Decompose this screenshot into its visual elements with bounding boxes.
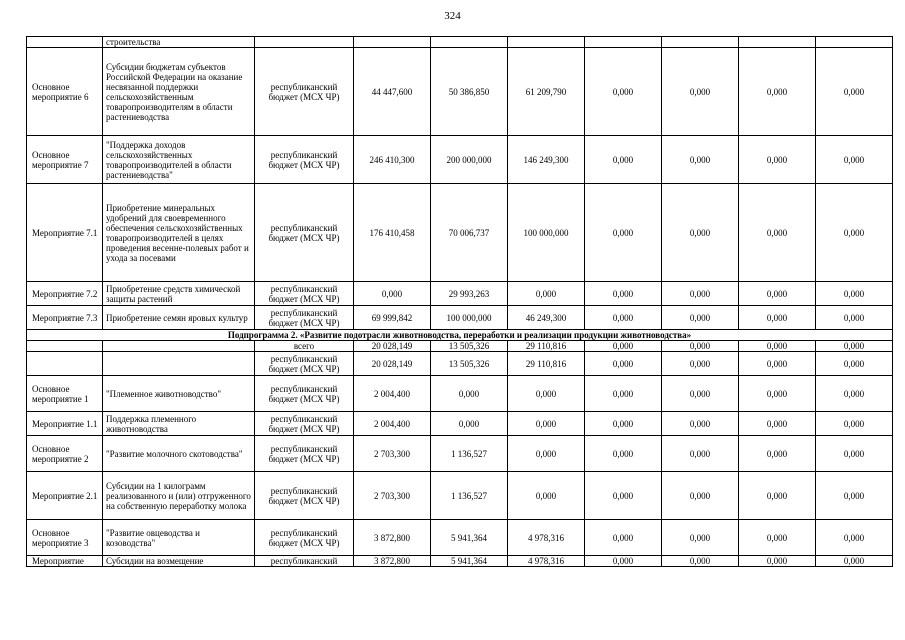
amount-cell: 13 505,326 <box>431 352 508 376</box>
amount-cell: 0,000 <box>585 352 662 376</box>
measure-cell: Мероприятие <box>27 556 103 567</box>
funding-source-cell: республиканский бюджет (МСХ ЧР) <box>255 436 354 472</box>
amount-cell: 0,000 <box>816 472 893 520</box>
table-row <box>27 412 893 436</box>
amount-cell: 3 872,800 <box>354 520 431 556</box>
amount-cell: 4 978,316 <box>508 520 585 556</box>
funding-source-cell: республиканский бюджет (МСХ ЧР) <box>255 184 354 282</box>
amount-cell: 46 249,300 <box>508 306 585 330</box>
funding-source-cell: республиканский бюджет (МСХ ЧР) <box>255 520 354 556</box>
description-cell: Субсидии на возмещение <box>103 556 255 567</box>
amount-cell: 2 004,400 <box>354 376 431 412</box>
amount-cell: 100 000,000 <box>431 306 508 330</box>
amount-cell: 0,000 <box>739 136 816 184</box>
description-cell <box>103 352 255 376</box>
amount-cell: 0,000 <box>816 556 893 567</box>
amount-cell: 29 993,263 <box>431 282 508 306</box>
amount-cell: 0,000 <box>585 48 662 136</box>
table-row <box>27 556 893 567</box>
funding-source-cell: республиканский бюджет (МСХ ЧР) <box>255 282 354 306</box>
amount-cell: 0,000 <box>816 412 893 436</box>
amount-cell: 0,000 <box>662 412 739 436</box>
amount-cell: 0,000 <box>508 412 585 436</box>
funding-source-cell: республиканский бюджет (МСХ ЧР) <box>255 412 354 436</box>
amount-cell: 2 703,300 <box>354 472 431 520</box>
description-cell: "Племенное животноводство" <box>103 376 255 412</box>
funding-source-cell: республиканский бюджет (МСХ ЧР) <box>255 136 354 184</box>
measure-cell: Мероприятие 2.1 <box>27 472 103 520</box>
amount-cell: 0,000 <box>585 520 662 556</box>
table-row <box>27 352 893 376</box>
measure-cell <box>27 37 103 48</box>
table-row <box>27 436 893 472</box>
amount-cell <box>585 37 662 48</box>
measure-cell: Основное мероприятие 6 <box>27 48 103 136</box>
amount-cell: 0,000 <box>508 282 585 306</box>
description-cell: строительства <box>103 37 255 48</box>
description-cell: Приобретение семян яровых культур <box>103 306 255 330</box>
measure-cell: Мероприятие 1.1 <box>27 412 103 436</box>
funding-source-cell: республиканский бюджет (МСХ ЧР) <box>255 376 354 412</box>
amount-cell: 0,000 <box>585 341 662 352</box>
funding-source-cell: всего <box>255 341 354 352</box>
amount-cell: 0,000 <box>816 436 893 472</box>
amount-cell: 1 136,527 <box>431 472 508 520</box>
amount-cell: 0,000 <box>508 376 585 412</box>
description-cell: "Поддержка доходов сельскохозяйственных товаропроизводителей в области растениеводства" <box>103 136 255 184</box>
measure-cell: Основное мероприятие 1 <box>27 376 103 412</box>
amount-cell: 0,000 <box>585 472 662 520</box>
amount-cell: 1 136,527 <box>431 436 508 472</box>
amount-cell: 0,000 <box>585 306 662 330</box>
amount-cell: 0,000 <box>585 436 662 472</box>
amount-cell: 0,000 <box>585 136 662 184</box>
amount-cell: 44 447,600 <box>354 48 431 136</box>
table-row <box>27 282 893 306</box>
amount-cell: 0,000 <box>662 352 739 376</box>
amount-cell: 20 028,149 <box>354 352 431 376</box>
amount-cell: 0,000 <box>816 352 893 376</box>
amount-cell: 246 410,300 <box>354 136 431 184</box>
amount-cell: 0,000 <box>662 48 739 136</box>
amount-cell: 3 872,800 <box>354 556 431 567</box>
amount-cell: 0,000 <box>662 136 739 184</box>
amount-cell: 0,000 <box>816 520 893 556</box>
amount-cell <box>354 37 431 48</box>
amount-cell: 13 505,326 <box>431 341 508 352</box>
amount-cell: 69 999,842 <box>354 306 431 330</box>
amount-cell: 0,000 <box>354 282 431 306</box>
amount-cell: 0,000 <box>816 48 893 136</box>
description-cell: Субсидии на 1 килограмм реализованного и (или) отгруженного на собственную переработку молока <box>103 472 255 520</box>
measure-cell: Основное мероприятие 2 <box>27 436 103 472</box>
table-row <box>27 341 893 352</box>
description-cell <box>103 341 255 352</box>
description-cell: Приобретение средств химической защиты растений <box>103 282 255 306</box>
amount-cell: 0,000 <box>585 376 662 412</box>
amount-cell: 29 110,816 <box>508 352 585 376</box>
description-cell: Субсидии бюджетам субъектов Российской Федерации на оказание несвязанной поддержки сельскохозяйственным товаропроизводителям в области растениеводства <box>103 48 255 136</box>
amount-cell: 0,000 <box>431 412 508 436</box>
amount-cell: 0,000 <box>431 376 508 412</box>
subprogram-title: Подпрограмма 2. «Развитие подотрасли животноводства, переработки и реализации продукции животноводства» <box>27 330 893 341</box>
amount-cell <box>508 37 585 48</box>
table-row <box>27 136 893 184</box>
measure-cell <box>27 341 103 352</box>
amount-cell: 0,000 <box>739 472 816 520</box>
amount-cell: 0,000 <box>662 282 739 306</box>
amount-cell <box>816 37 893 48</box>
measure-cell: Мероприятие 7.1 <box>27 184 103 282</box>
table-row <box>27 184 893 282</box>
amount-cell: 0,000 <box>816 376 893 412</box>
amount-cell: 176 410,458 <box>354 184 431 282</box>
amount-cell: 5 941,364 <box>431 556 508 567</box>
table-row <box>27 48 893 136</box>
amount-cell: 0,000 <box>585 412 662 436</box>
amount-cell: 0,000 <box>585 556 662 567</box>
amount-cell: 0,000 <box>816 282 893 306</box>
description-cell: Приобретение минеральных удобрений для своевременного обеспечения сельскохозяйственных товаропроизводителей в целях проведения весенне-полевых работ и ухода за посевами <box>103 184 255 282</box>
amount-cell: 4 978,316 <box>508 556 585 567</box>
amount-cell: 0,000 <box>508 472 585 520</box>
amount-cell: 0,000 <box>739 306 816 330</box>
amount-cell: 50 386,850 <box>431 48 508 136</box>
amount-cell <box>431 37 508 48</box>
amount-cell: 100 000,000 <box>508 184 585 282</box>
amount-cell: 0,000 <box>816 136 893 184</box>
amount-cell: 0,000 <box>662 341 739 352</box>
amount-cell: 0,000 <box>739 376 816 412</box>
amount-cell: 20 028,149 <box>354 341 431 352</box>
amount-cell: 0,000 <box>662 520 739 556</box>
amount-cell: 0,000 <box>816 306 893 330</box>
measure-cell: Основное мероприятие 3 <box>27 520 103 556</box>
funding-source-cell <box>255 37 354 48</box>
amount-cell: 2 703,300 <box>354 436 431 472</box>
amount-cell: 0,000 <box>816 184 893 282</box>
amount-cell: 0,000 <box>585 282 662 306</box>
amount-cell: 0,000 <box>662 436 739 472</box>
description-cell: "Развитие молочного скотоводства" <box>103 436 255 472</box>
funding-source-cell: республиканский бюджет (МСХ ЧР) <box>255 352 354 376</box>
amount-cell: 0,000 <box>816 341 893 352</box>
amount-cell: 0,000 <box>739 282 816 306</box>
amount-cell: 70 006,737 <box>431 184 508 282</box>
table-row <box>27 376 893 412</box>
amount-cell: 61 209,790 <box>508 48 585 136</box>
page-number: 324 <box>444 10 461 22</box>
table-row <box>27 37 893 48</box>
subprogram-header-row <box>27 330 893 341</box>
amount-cell: 0,000 <box>739 556 816 567</box>
amount-cell: 2 004,400 <box>354 412 431 436</box>
amount-cell: 0,000 <box>585 184 662 282</box>
table-row <box>27 520 893 556</box>
measure-cell <box>27 352 103 376</box>
budget-table <box>26 36 893 567</box>
measure-cell: Мероприятие 7.3 <box>27 306 103 330</box>
amount-cell: 0,000 <box>662 376 739 412</box>
measure-cell: Основное мероприятие 7 <box>27 136 103 184</box>
amount-cell: 0,000 <box>662 306 739 330</box>
amount-cell <box>662 37 739 48</box>
description-cell: Поддержка племенного животноводства <box>103 412 255 436</box>
amount-cell: 0,000 <box>739 436 816 472</box>
amount-cell: 0,000 <box>508 436 585 472</box>
description-cell: "Развитие овцеводства и козоводства" <box>103 520 255 556</box>
amount-cell: 200 000,000 <box>431 136 508 184</box>
funding-source-cell: республиканский бюджет (МСХ ЧР) <box>255 48 354 136</box>
amount-cell: 0,000 <box>739 352 816 376</box>
measure-cell: Мероприятие 7.2 <box>27 282 103 306</box>
funding-source-cell: республиканский бюджет (МСХ ЧР) <box>255 472 354 520</box>
amount-cell: 0,000 <box>662 556 739 567</box>
funding-source-cell: республиканский <box>255 556 354 567</box>
amount-cell: 5 941,364 <box>431 520 508 556</box>
amount-cell: 0,000 <box>739 520 816 556</box>
funding-source-cell: республиканский бюджет (МСХ ЧР) <box>255 306 354 330</box>
amount-cell: 0,000 <box>739 48 816 136</box>
amount-cell: 0,000 <box>662 184 739 282</box>
amount-cell: 0,000 <box>739 412 816 436</box>
table-row <box>27 306 893 330</box>
amount-cell: 29 110,816 <box>508 341 585 352</box>
table-row <box>27 472 893 520</box>
amount-cell: 146 249,300 <box>508 136 585 184</box>
amount-cell: 0,000 <box>662 472 739 520</box>
amount-cell: 0,000 <box>739 341 816 352</box>
amount-cell: 0,000 <box>739 184 816 282</box>
amount-cell <box>739 37 816 48</box>
